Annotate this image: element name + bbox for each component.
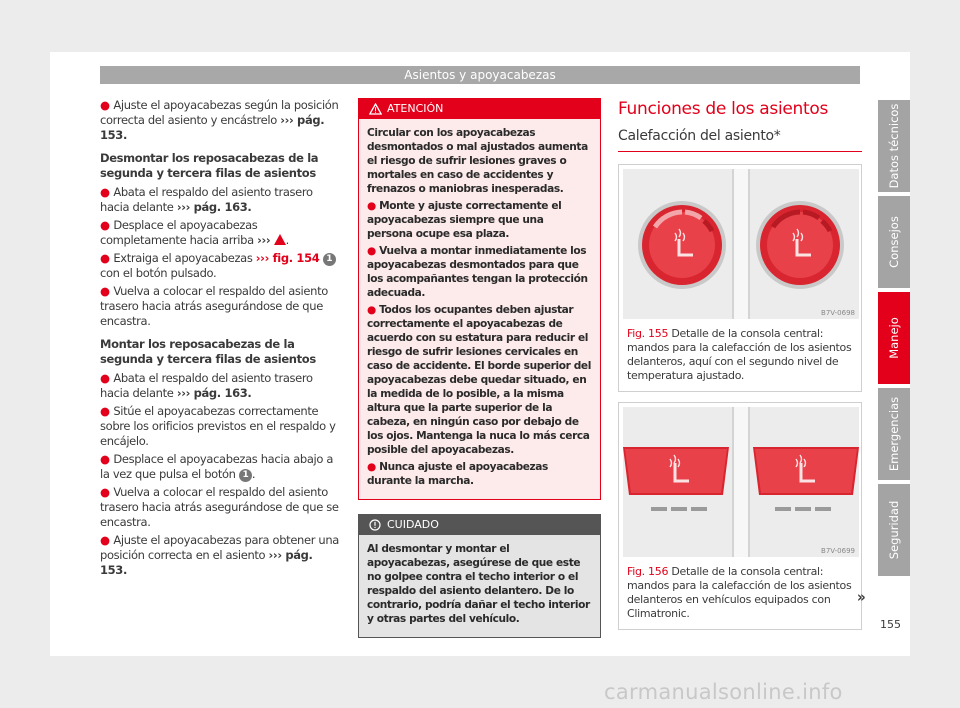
list-item: ● Desplace el apoyacabezas completamente hacia arriba ››› .: [100, 218, 289, 247]
caution-box-body: [359, 535, 600, 637]
seat-heat-knob-left: [638, 201, 726, 289]
info-circle-icon: [369, 519, 381, 531]
tab-manejo[interactable]: Manejo: [878, 292, 910, 384]
page-ref-link[interactable]: ››› pág. 163.: [176, 200, 252, 214]
list-item: ● Abata el respaldo del asiento trasero hacia delante ››› pág. 163.: [100, 185, 313, 214]
list-item: ● Vuelva a colocar el respaldo del asiento trasero hacia atrás asegurándose de que se encastra.: [100, 485, 339, 529]
list-item: ● Ajuste el apoyacabezas para obtener una posición correcta en el asiento ››› pág. 153.: [100, 533, 339, 577]
warning-paragraph: Circular con los apoyacabezas desmontados o mal ajustados aumenta el riesgo de sufrir lesiones graves o mortales en caso de accidentes y frenazos o maniobras inesperadas.: [367, 127, 588, 195]
tab-emergencias[interactable]: Emergencias: [878, 388, 910, 480]
section-heading: Desmontar los reposacabezas de la segunda y tercera filas de asientos: [100, 151, 319, 180]
text-column-2: [358, 98, 601, 638]
warning-box-header: [359, 99, 600, 119]
list-item: ● Todos los ocupantes deben ajustar correctamente el apoyacabezas de acuerdo con su estatura para reducir el riesgo de sufrir lesiones cervicales en caso de accidente. El borde superior del apoyacabezas debe quedar situado, en la medida de lo posible, a la misma altura que la parte superior de la cabeza, en ningún caso por debajo de los ojos. Mantenga la nuca lo más cerca posible del apoyacabezas.: [367, 304, 591, 456]
figure-ref-link[interactable]: ››› fig. 154: [255, 251, 320, 265]
figure-156-image: [623, 407, 859, 557]
page-ref-link[interactable]: ››› pág. 153.: [100, 113, 325, 142]
continue-arrow-icon: »: [857, 588, 866, 606]
text-column-1: [100, 98, 342, 581]
warning-triangle-icon: [274, 234, 286, 245]
watermark: carmanualsonline.info: [604, 680, 843, 704]
warning-box-body: [359, 119, 600, 499]
list-item: ● Vuelva a colocar el respaldo del asiento trasero hacia atrás asegurándose de que encastra.: [100, 284, 328, 328]
list-item: ● Ajuste el apoyacabezas según la posición correcta del asiento y encástrelo ››› pág. 153.: [100, 98, 339, 142]
callout-number-icon: 1: [323, 253, 336, 266]
list-item: ● Vuelva a montar inmediatamente los apoyacabezas desmontados para que los acompañantes tengan la protección adecuada.: [367, 245, 588, 299]
figure-code: B7V-0698: [821, 309, 855, 317]
figure-155: [618, 164, 862, 392]
seat-heating-knobs-image: [623, 169, 859, 319]
caution-box-header: [359, 515, 600, 535]
warning-box: [358, 98, 601, 500]
callout-number-icon: 1: [239, 469, 252, 482]
warning-box-label: ATENCIÓN: [387, 102, 444, 115]
tab-seguridad[interactable]: Seguridad: [878, 484, 910, 576]
figure-caption: Fig. 155 Detalle de la consola central: mandos para la calefacción de los asientos delanteros, aquí con el segundo nivel de temperatura ajustado.: [627, 327, 852, 382]
page-number: 155: [880, 618, 901, 631]
caution-box: [358, 514, 601, 638]
seat-heating-buttons-image: [623, 407, 859, 557]
section-heading: Montar los reposacabezas de la segunda y tercera filas de asientos: [100, 337, 316, 366]
subtitle-underline: [618, 144, 862, 152]
warning-triangle-icon: [369, 103, 382, 115]
figure-155-image: [623, 169, 859, 319]
list-item: ● Desplace el apoyacabezas hacia abajo a la vez que pulsa el botón 1 .: [100, 452, 334, 481]
text-column-3: [618, 98, 862, 630]
chapter-tabs: [878, 100, 910, 580]
warning-ref-link[interactable]: ›››: [257, 233, 271, 247]
list-item: ● Nunca ajuste el apoyacabezas durante la marcha.: [367, 461, 548, 487]
page-ref-link[interactable]: ››› pág. 153.: [100, 548, 313, 577]
list-item: ● Monte y ajuste correctamente el apoyacabezas siempre que una persona ocupe esa plaza.: [367, 200, 562, 240]
chapter-header: Asientos y apoyacabezas: [100, 66, 860, 84]
section-subtitle: Calefacción del asiento*: [618, 128, 781, 144]
list-item: ● Extraiga el apoyacabezas ››› fig. 154 1 con el botón pulsado.: [100, 251, 342, 281]
figure-156: [618, 402, 862, 630]
page-ref-link[interactable]: ››› pág. 163.: [176, 386, 252, 400]
list-item: ● Abata el respaldo del asiento trasero hacia delante ››› pág. 163.: [100, 371, 313, 400]
tab-consejos[interactable]: Consejos: [878, 196, 910, 288]
figure-caption: Fig. 156 Detalle de la consola central: mandos para la calefacción de los asientos delanteros en vehículos equipados con Climatronic.: [627, 565, 852, 620]
caution-box-label: CUIDADO: [387, 518, 439, 531]
seat-heat-knob-right: [756, 201, 844, 289]
figure-code: B7V-0699: [821, 547, 855, 555]
tab-datos-tecnicos[interactable]: Datos técnicos: [878, 100, 910, 192]
section-title: Funciones de los asientos: [618, 99, 829, 119]
list-item: ● Sitúe el apoyacabezas correctamente sobre los orificios previstos en el respaldo y encájelo.: [100, 404, 336, 448]
caution-paragraph: Al desmontar y montar el apoyacabezas, asegúrese de que este no golpee contra el techo interior o el respaldo del asiento delantero. De lo contrario, podría dañar el techo interior y otras partes del vehículo.: [367, 543, 590, 625]
